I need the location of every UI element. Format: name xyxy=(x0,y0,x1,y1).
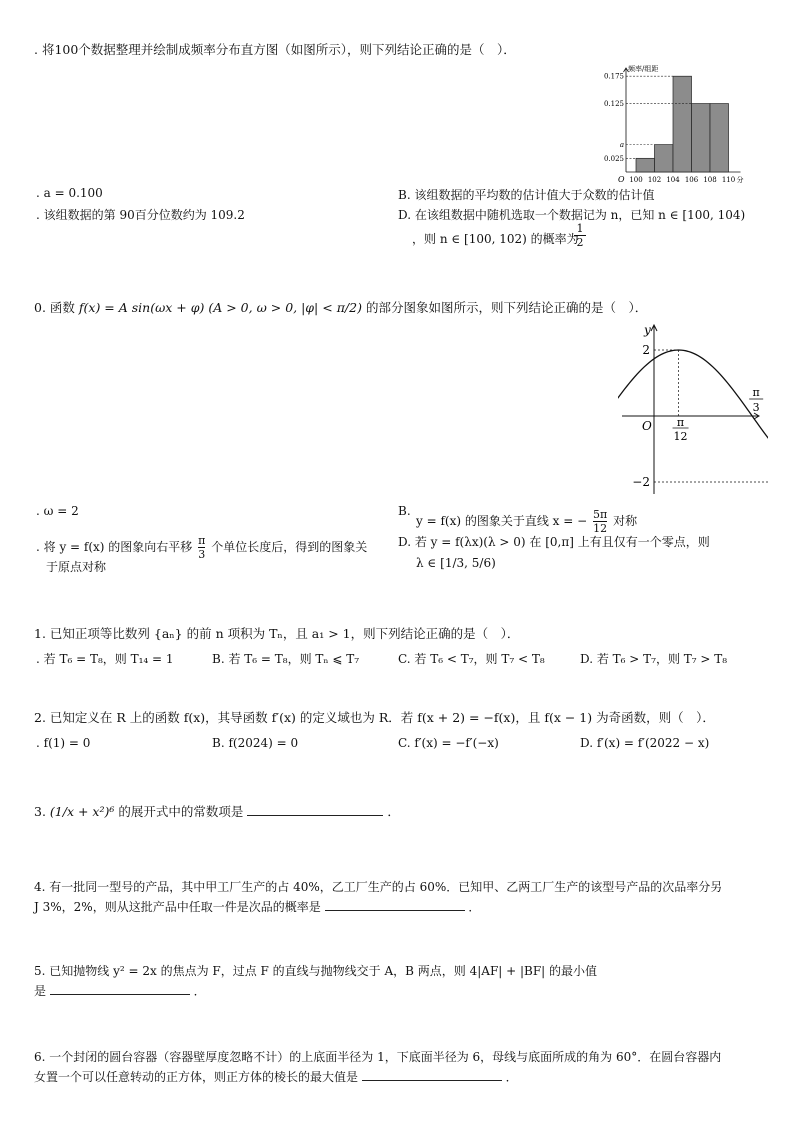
q9-option-c[interactable]: . 该组数据的第 90百分位数约为 109.2 xyxy=(36,208,245,222)
histogram-bar xyxy=(710,104,729,172)
x-tick-label: 102 xyxy=(647,176,662,184)
sine-graph xyxy=(618,322,768,500)
q10-option-c-text2: 个单位长度后，得到的图象关 xyxy=(211,540,368,554)
q14-line1: 4. 有一批同一型号的产品，其中甲工厂生产的占 40%，乙工厂生产的占 60%．已知甲、乙两工厂生产的该型号产品的次品率分另 xyxy=(34,880,723,894)
q9-frac xyxy=(574,222,586,249)
q10-option-b[interactable] xyxy=(398,504,411,518)
x-tick-label: 106 xyxy=(684,176,699,184)
y-axis-label: y xyxy=(644,323,651,337)
histogram-bar xyxy=(692,104,711,172)
q13-end: ． xyxy=(387,804,400,819)
y-tick-label: 0.025 xyxy=(603,154,624,163)
q10-option-c-frac xyxy=(198,534,205,561)
q13 xyxy=(34,802,400,820)
q12-option-a[interactable]: . f(1) = 0 xyxy=(36,736,91,750)
q10-option-b-end: 对称 xyxy=(613,514,638,528)
q15-line2 xyxy=(34,982,206,999)
y-tick-label: 0.125 xyxy=(603,100,624,109)
q12-option-d[interactable]: D. f′(x) = f′(2022 − x) xyxy=(580,736,710,750)
q10-option-d-cont xyxy=(416,556,496,570)
q11-option-c[interactable]: C. 若 T₆ < T₇，则 T₇ < T₈ xyxy=(398,652,545,666)
q16-line2 xyxy=(34,1068,518,1085)
q9-frac-den: 2 xyxy=(576,236,584,249)
q10-option-b-frac-num: 5π xyxy=(593,508,608,521)
q10-option-d[interactable]: D. 若 y = f(λx)(λ > 0) 在 [0,π] 上有且仅有一个零点，则 xyxy=(398,535,710,549)
q9-frac-num: 1 xyxy=(574,222,586,236)
q10-option-c-frac-num: π xyxy=(198,534,206,547)
q10-option-d-lambda: λ ∈ xyxy=(416,556,437,570)
histogram-bar xyxy=(655,145,674,172)
q10-stem-prefix: 0. 函数 xyxy=(34,300,75,315)
q9-option-b[interactable]: B. 该组数据的平均数的估计值大于众数的估计值 xyxy=(398,188,655,202)
q16-answer-blank[interactable] xyxy=(362,1068,502,1081)
q13-answer-blank[interactable] xyxy=(247,803,383,816)
q10-option-c-frac-den: 3 xyxy=(198,548,206,561)
tick1-den: 12 xyxy=(673,430,688,443)
min-label: −2 xyxy=(632,475,650,489)
q14-end: ． xyxy=(468,900,481,914)
q16-end: ． xyxy=(505,1070,518,1084)
q14-line2-text: J 3%，2%，则从这批产品中任取一件是次品的概率是 xyxy=(34,900,321,914)
q10-stem xyxy=(34,298,647,316)
sine-group xyxy=(618,323,768,494)
x-tick-label: 104 xyxy=(666,176,680,184)
q11-option-b[interactable]: B. 若 T₆ = T₈，则 Tₙ ⩽ T₇ xyxy=(212,652,360,666)
x-axis-label: 分 xyxy=(736,176,744,184)
x-tick-label: 100 xyxy=(629,176,643,184)
max-label: 2 xyxy=(642,343,650,357)
q9-option-d-cont: ，则 n ∈ [100, 102) 的概率为 xyxy=(412,232,579,246)
q15-answer-blank[interactable] xyxy=(50,982,190,995)
q12-option-c[interactable]: C. f′(x) = −f′(−x) xyxy=(398,736,499,750)
q9-option-d[interactable]: D. 在该组数据中随机选取一个数据记为 n，已知 n ∈ [100, 104) xyxy=(398,208,746,222)
q10-option-c-cont: 于原点对称 xyxy=(46,560,107,574)
q10-option-b-body xyxy=(416,508,637,535)
y-tick-label: a xyxy=(619,141,624,150)
q13-num: 3. xyxy=(34,804,46,819)
q10-option-d-range: [1/3, 5/6) xyxy=(440,556,496,570)
q12-option-b[interactable]: B. f(2024) = 0 xyxy=(212,736,299,750)
q15-line2-text: 是 xyxy=(34,984,47,998)
q9-option-a[interactable]: . a = 0.100 xyxy=(36,186,103,200)
histogram-group xyxy=(604,64,744,184)
q14-answer-blank[interactable] xyxy=(325,898,465,911)
origin-label: O xyxy=(642,419,652,433)
q11-option-a[interactable]: . 若 T₆ = T₈，则 T₁₄ = 1 xyxy=(36,652,174,666)
q16-line2-text: 女置一个可以任意转动的正方体，则正方体的棱长的最大值是 xyxy=(34,1070,359,1084)
x-tick-label: 108 xyxy=(703,176,717,184)
q15-line1: 5. 已知抛物线 y² = 2x 的焦点为 F，过点 F 的直线与抛物线交于 A，B 两点，则 4|AF| + |BF| 的最小值 xyxy=(34,964,598,978)
x-tick-label: 110 xyxy=(721,176,736,184)
y-axis-label: 频率/组距 xyxy=(628,65,659,73)
q10-option-b-text: y = f(x) 的图象关于直线 x = − xyxy=(416,514,588,528)
histogram-chart xyxy=(598,60,768,190)
q10-option-c-text: . 将 y = f(x) 的图象向右平移 xyxy=(36,540,193,554)
tick2-num: π xyxy=(752,386,760,399)
q10-stem-suffix: 的部分图象如图所示，则下列结论正确的是（ ）． xyxy=(365,300,648,315)
tick1-num: π xyxy=(676,416,685,429)
q13-expr: (1/x + x²)⁶ xyxy=(49,804,115,819)
q12-stem: 2. 已知定义在 R 上的函数 f(x)，其导函数 f′(x) 的定义域也为 R．若 f(x + 2) = −f(x)，且 f(x − 1) 为奇函数，则（ ）． xyxy=(34,710,715,725)
q10-option-b-frac xyxy=(593,508,607,535)
q10-stem-cond: (A > 0, ω > 0, |φ| < π/2) xyxy=(208,300,362,315)
q15-end: ． xyxy=(193,984,206,998)
q13-stem: 的展开式中的常数项是 xyxy=(118,804,244,819)
q10-option-b-frac-den: 12 xyxy=(593,522,608,535)
q11-option-d[interactable]: D. 若 T₆ > T₇，则 T₇ > T₈ xyxy=(580,652,728,666)
q16-line1: 6. 一个封闭的圆台容器（容器壁厚度忽略不计）的上底面半径为 1，下底面半径为 6，母线与底面所成的角为 60°．在圆台容器内 xyxy=(34,1050,722,1064)
tick2-den: 3 xyxy=(752,401,760,414)
histogram-bar xyxy=(636,158,655,172)
q9-stem: . 将100个数据整理并绘制成频率分布直方图（如图所示），则下列结论正确的是（ ）． xyxy=(34,42,516,57)
q10-stem-func: f(x) = A sin(ωx + φ) xyxy=(78,300,205,315)
q11-stem: 1. 已知正项等比数列 {aₙ} 的前 n 项积为 Tₙ，且 a₁ > 1，则下列结论正确的是（ ）． xyxy=(34,626,520,641)
q14-line2 xyxy=(34,898,480,915)
origin-label: O xyxy=(618,175,625,184)
q10-option-a[interactable]: . ω = 2 xyxy=(36,504,79,518)
y-tick-label: 0.175 xyxy=(603,72,624,81)
q10-option-b-label: B. xyxy=(398,504,411,518)
histogram-bar xyxy=(673,76,692,172)
q10-option-c[interactable] xyxy=(36,534,367,561)
